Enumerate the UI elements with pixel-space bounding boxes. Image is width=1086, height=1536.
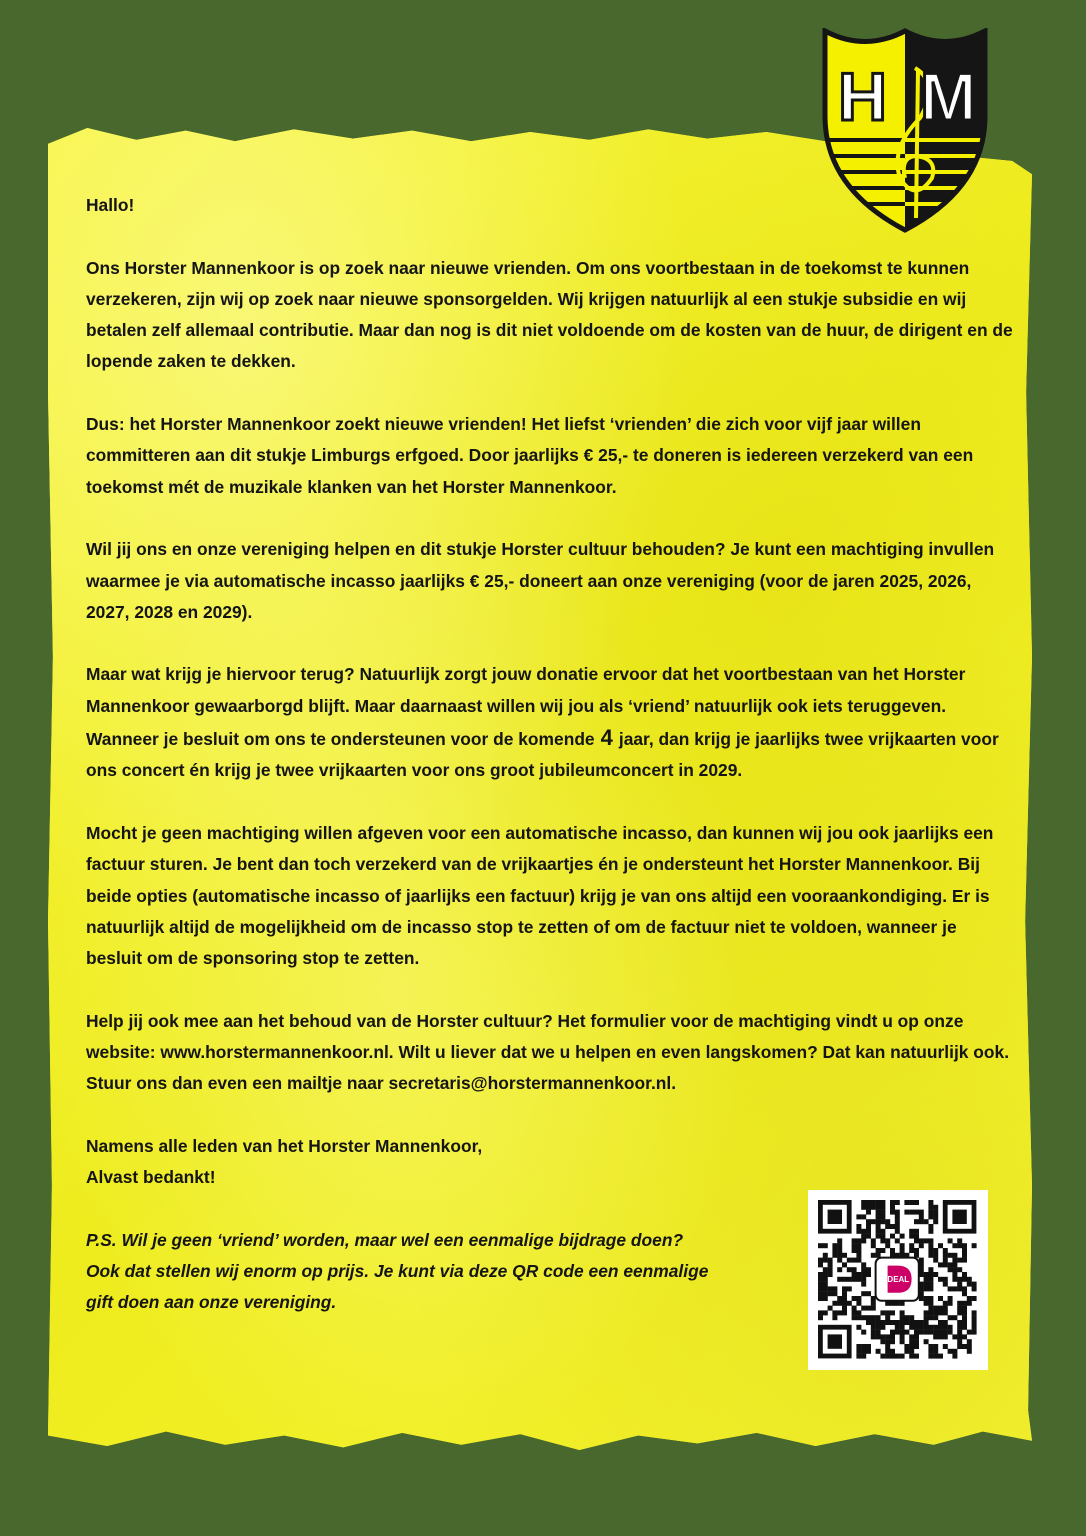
ideal-logo-icon — [876, 1258, 919, 1301]
logo-letter-m: M — [920, 59, 977, 135]
logo-letter-h: H — [838, 59, 888, 135]
closing-line-2: Alvast bedankt! — [86, 1167, 216, 1188]
paragraph-intro: Ons Horster Mannenkoor is op zoek naar nieuwe vrienden. Om ons voortbestaan in de toekomst te kunnen verzekeren, zijn wij op zoek naar nieuwe sponsorgelden. Wij krijgen natuurlijk al een stukje subsidie en wij betalen zelf allemaal contributie. Maar dan nog is dit niet voldoende om de kosten van de huur, de dirigent en de lopende zaken te dekken. — [86, 257, 1013, 372]
closing — [86, 1131, 1016, 1194]
paragraph-new-friends: Dus: het Horster Mannenkoor zoekt nieuwe vrienden! Het liefst ‘vrienden’ die zich voor vijf jaar willen committeren aan dit stukje Limburgs erfgoed. Door jaarlijks € 25,- te doneren is iedereen verzekerd van een toekomst mét de muzikale klanken van het Horster Mannenkoor. — [86, 414, 974, 497]
postscript-line-3: gift doen aan onze vereniging. — [86, 1292, 337, 1313]
paragraph-authorization: Wil jij ons en onze vereniging helpen en dit stukje Horster cultuur behouden? Je kunt een machtiging invullen waarmee je via automatische incasso jaarlijks € 25,- doneert aan onze vereniging (voor de jaren 2025, 2026, 2027, 2028 en 2029). — [86, 539, 995, 622]
ideal-badge-label: iDEAL — [885, 1275, 910, 1285]
rewards-text-end: jaar, dan krijg je jaarlijks twee vrijkaarten voor ons concert én krijg je twee vrijkaarten voor ons groot jubileumconcert in 2029. — [86, 729, 999, 781]
greeting: Hallo! — [86, 195, 135, 215]
ideal-qr-code[interactable] — [808, 1190, 988, 1370]
postscript-line-2: Ook dat stellen wij enorm op prijs. Je kunt via deze QR code een eenmalige — [86, 1261, 709, 1282]
letter-body — [86, 190, 1016, 1319]
closing-line-1: Namens alle leden van het Horster Mannenkoor, — [86, 1135, 483, 1156]
rewards-text-start: Maar wat krijg je hiervoor terug? Natuurlijk zorgt jouw donatie ervoor dat het voortbestaan van het Horster Mannenkoor gewaarborgd blijft. Maar daarnaast willen wij jou als ‘vriend’ natuurlijk ook iets teruggeven. Wanneer je besluit om ons te ondersteunen voor de komende — [86, 664, 966, 750]
qr-code-graphic — [808, 1190, 988, 1370]
paragraph-invoice: Mocht je geen machtiging willen afgeven voor een automatische incasso, dan kunnen wij jou ook jaarlijks een factuur sturen. Je bent dan toch verzekerd van de vrijkaartjes én je ondersteunt het Horster Mannenkoor. Bij beide opties (automatische incasso of jaarlijks een factuur) krijg je van ons altijd een vooraankondiging. Er is natuurlijk altijd de mogelijkheid om de incasso stop te zetten of om de factuur niet te voldoen, wanneer je besluit om de sponsoring stop te zetten. — [86, 822, 994, 969]
postscript-line-1: P.S. Wil je geen ‘vriend’ worden, maar wel een eenmalige bijdrage doen? — [86, 1229, 684, 1250]
rewards-years: 4 — [600, 725, 613, 751]
paragraph-help: Help jij ook mee aan het behoud van de Horster cultuur? Het formulier voor de machtiging vindt u op onze website: www.horstermannenkoor.nl. Wilt u liever dat we u helpen en even langskomen? Dat kan natuurlijk ook. Stuur ons dan even een mailtje naar secretaris@horstermannenkoor.nl. — [86, 1010, 1010, 1094]
paragraph-rewards — [86, 659, 1016, 786]
